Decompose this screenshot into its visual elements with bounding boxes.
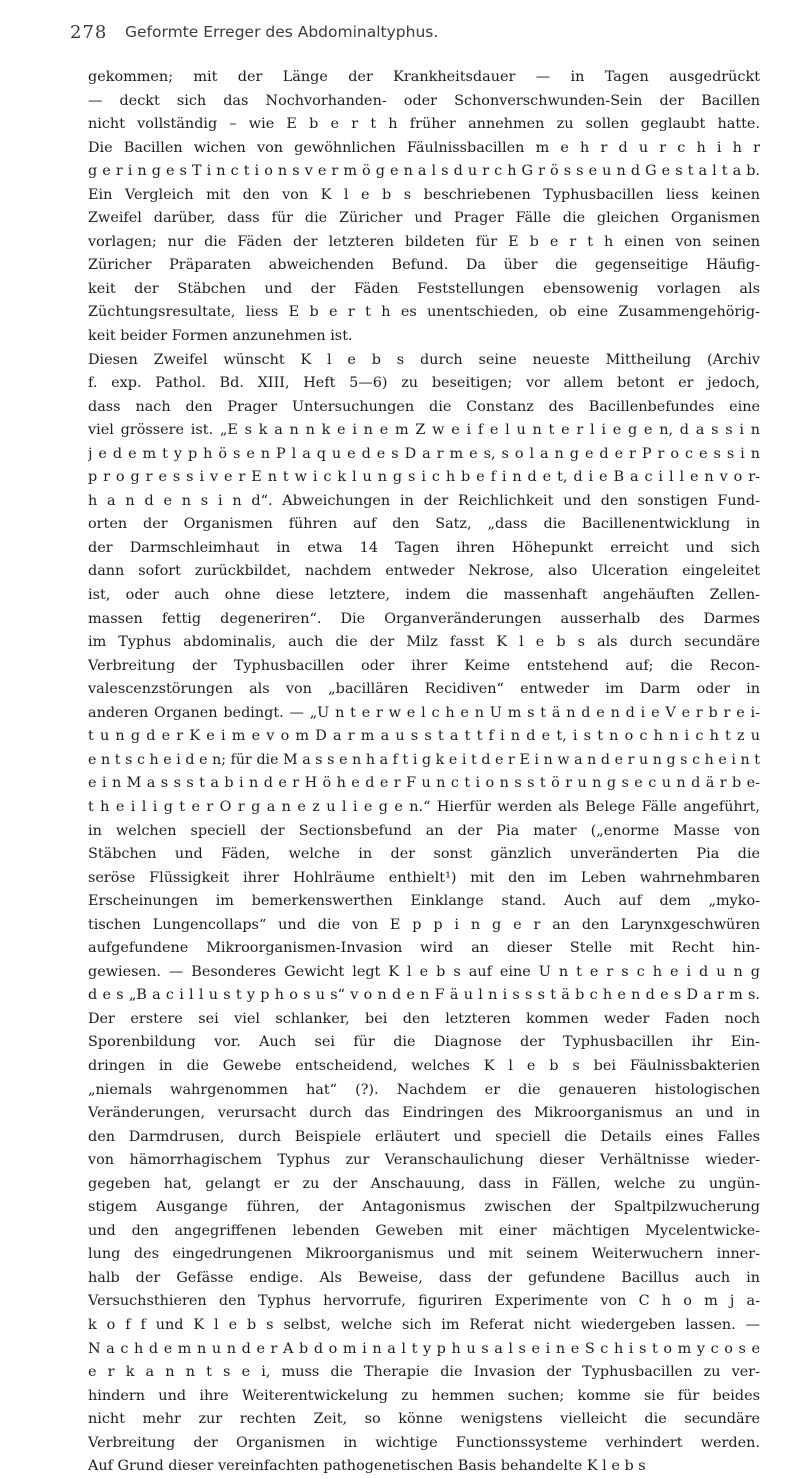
text-line: Züricher Präparaten abweichenden Befund. Da über die gegenseitige Häufig- [88,257,760,274]
text-line: aufgefundene Mikroorganismen-Invasion wird an dieser Stelle mit Recht hin- [88,940,760,957]
text-line: Diesen Zweifel wünscht K l e b s durch seine neueste Mittheilung (Archiv [88,351,760,368]
text-line: keit der Stäbchen und der Fäden Feststellungen ebensowenig vorlagen als [88,280,760,297]
text-line: und den angegriffenen lebenden Geweben mit einer mächtigen Mycelentwicke- [88,1222,760,1239]
text-line: N a c h d e m n u n d e r A b d o m i n a l t y p h u s a l s e i n e S c h i s t o m y c o s e [88,1340,760,1357]
text-line: g e r i n g e s T i n c t i o n s v e r m ö g e n a l s d u r c h G r ö s s e u n d G e s t a l t a b. [88,163,760,180]
text-line: nicht mehr zur rechten Zeit, so könne wenigstens vielleicht die secundäre [88,1411,760,1428]
text-line: dann sofort zurückbildet, nachdem entweder Nekrose, also Ulceration eingeleitet [88,563,760,580]
text-line: stigem Ausgange führen, der Antagonismus zwischen der Spaltpilzwucherung [88,1199,760,1216]
text-line: Stäbchen und Fäden, welche in der sonst gänzlich unveränderten Pia die [88,846,760,863]
text-line: in welchen speciell der Sectionsbefund an der Pia mater („enorme Masse von [88,822,760,839]
text-line: Veränderungen, verursacht durch das Eindringen des Mikroorganismus an und in [88,1105,760,1122]
text-line: e i n M a s s s t a b i n d e r H ö h e d e r F u n c t i o n s s t ö r u n g s e c u n d ä r b e- [88,775,760,792]
text-line: lung des eingedrungenen Mikroorganismus und mit seinem Weiterwuchern inner- [88,1246,760,1263]
text-line: gekommen; mit der Länge der Krankheitsdauer — in Tagen ausgedrückt [88,69,760,85]
text-line: gegeben hat, gelangt er zu der Anschauung, dass in Fällen, welche zu ungün- [88,1175,760,1192]
text-line: Zweifel darüber, dass für die Züricher und Prager Fälle die gleichen Organismen [88,210,760,227]
text-line: hindern und ihre Weiterentwickelung zu hemmen suchen; komme sie für beides [88,1387,760,1404]
text-line: Verbreitung der Typhusbacillen oder ihrer Keime entstehend auf; die Recon- [88,657,760,674]
text-line: von hämorrhagischem Typhus zur Veranschaulichung dieser Verhältnisse wieder- [88,1152,760,1169]
text-line: massen fettig degeneriren“. Die Organveränderungen ausserhalb des Darmes [88,610,760,627]
text-line: seröse Flüssigkeit ihrer Hohlräume enthielt¹) mit den im Leben wahrnehmbaren [88,869,760,886]
text-line: Verbreitung der Organismen in wichtige Functionssysteme verhindert werden. [88,1434,760,1451]
text-line: j e d e m t y p h ö s e n P l a q u e d e s D a r m e s, s o l a n g e d e r P r o c e s s i n [88,445,760,462]
text-line: t u n g d e r K e i m e v o m D a r m a u s s t a t t f i n d e t, i s t n o c h n i c h t z u [88,728,760,745]
text-line: nicht vollständig – wie E b e r t h früher annehmen zu sollen geglaubt hatte. [88,116,760,133]
text-line: Ein Vergleich mit den von K l e b s beschriebenen Typhusbacillen liess keinen [88,186,760,203]
text-line: den Darmdrusen, durch Beispiele erläutert und speciell die Details eines Falles [88,1128,760,1145]
text-line: gewiesen. — Besonderes Gewicht legt K l e b s auf eine U n t e r s c h e i d u n g [88,963,760,980]
text-line: „niemals wahrgenommen hat“ (?). Nachdem er die genaueren histologischen [88,1081,760,1098]
page-header [70,22,750,56]
text-line: tischen Lungencollaps“ und die von E p p i n g e r an den Larynxgeschwüren [88,916,760,933]
text-line: vorlagen; nur die Fäden der letzteren bildeten für E b e r t h einen von seinen [88,233,760,250]
text-line: valescenzstörungen als von „bacillären Recidiven“ entweder im Darm oder in [88,681,760,698]
text-line: k o f f und K l e b s selbst, welche sich im Referat nicht wiedergeben lassen. — [88,1316,760,1333]
text-line: d e s „B a c i l l u s t y p h o s u s“ v o n d e n F ä u l n i s s s t ä b c h e n d e s D a r m s. [88,987,760,1004]
page-number: 278 [70,22,108,43]
text-line: t h e i l i g t e r O r g a n e z u l i e g e n.“ Hierfür werden als Belege Fälle angeführt, [88,798,760,815]
text-line: dringen in die Gewebe entscheidend, welches K l e b s bei Fäulnissbakterien [88,1057,760,1074]
text-line: — deckt sich das Nochvorhanden- oder Schonverschwunden-Sein der Bacillen [88,92,760,109]
running-title: Geformte Erreger des Abdominaltyphus. [125,23,439,41]
text-line: e n t s c h e i d e n; für die M a s s e n h a f t i g k e i t d e r E i n w a n d e r u n g s c h e i n t [88,751,760,768]
text-line: anderen Organen bedingt. — „U n t e r w e l c h e n U m s t ä n d e n d i e V e r b r e i- [88,704,760,721]
text-line: halb der Gefässe endige. Als Beweise, dass der gefundene Bacillus auch in [88,1269,760,1286]
text-line: Die Bacillen wichen von gewöhnlichen Fäulnissbacillen m e h r d u r c h i h r [88,139,760,156]
text-line: Erscheinungen im bemerkenswerthen Einklange stand. Auch auf dem „myko- [88,893,760,910]
text-line: f. exp. Pathol. Bd. XIII, Heft 5—6) zu beseitigen; vor allem betont er jedoch, [88,375,760,392]
text-line: Der erstere sei viel schlanker, bei den letzteren kommen weder Faden noch [88,1010,760,1027]
text-line: im Typhus abdominalis, auch die der Milz fasst K l e b s als durch secundäre [88,634,760,651]
text-line: keit beider Formen anzunehmen ist. [88,328,353,345]
text-line: Sporenbildung vor. Auch sei für die Diagnose der Typhusbacillen ihr Ein- [88,1034,760,1051]
text-line: ist, oder auch ohne diese letztere, indem die massenhaft angehäuften Zellen- [88,587,760,604]
text-line: Versuchsthieren den Typhus hervorrufe, figuriren Experimente von C h o m j a- [88,1293,760,1310]
text-line: e r k a n n t s e i, muss die Therapie die Invasion der Typhusbacillen zu ver- [88,1364,760,1381]
text-line: viel grössere ist. „E s k a n n k e i n e m Z w e i f e l u n t e r l i e g e n, d a s s i n [88,422,760,439]
text-line: Auf Grund dieser vereinfachten pathogenetischen Basis behandelte K l e b s [88,1458,646,1475]
text-line: der Darmschleimhaut in etwa 14 Tagen ihren Höhepunkt erreicht und sich [88,539,760,556]
text-line: orten der Organismen führen auf den Satz, „dass die Bacillenentwicklung in [88,516,760,533]
text-line: Züchtungsresultate, liess E b e r t h es unentschieden, ob eine Zusammengehörig- [88,304,760,321]
text-line: dass nach den Prager Untersuchungen die Constanz des Bacillenbefundes eine [88,398,760,415]
text-line: p r o g r e s s i v e r E n t w i c k l u n g s i c h b e f i n d e t, d i e B a c i l l e n v o r- [88,469,760,486]
text-line: h a n d e n s i n d“. Abweichungen in der Reichlichkeit und den sonstigen Fund- [88,492,760,509]
body-text [88,66,760,1479]
